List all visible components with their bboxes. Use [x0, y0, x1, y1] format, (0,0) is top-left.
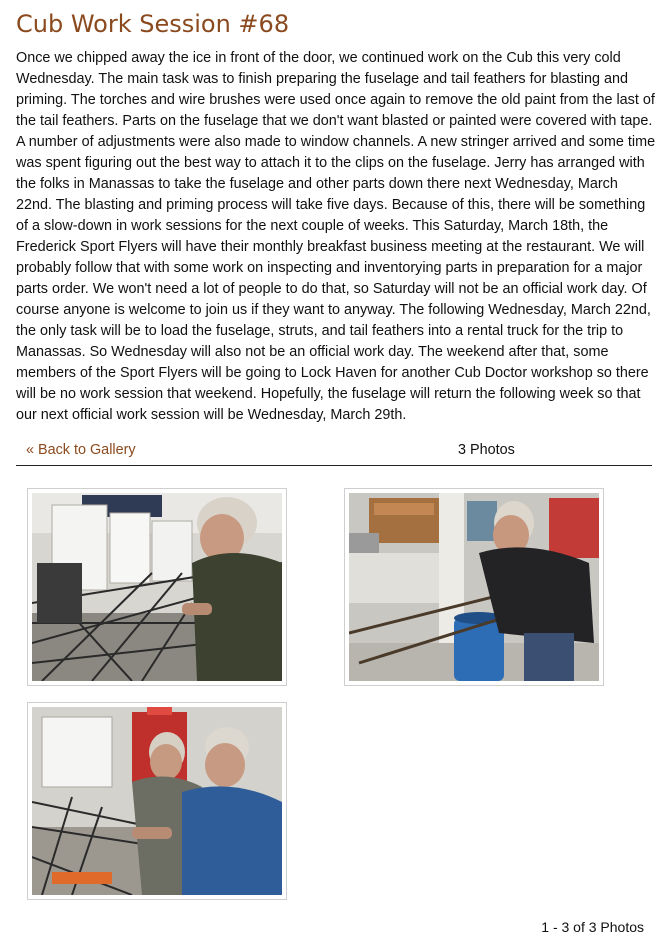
photo-3-image [32, 707, 282, 895]
pagination-label: 1 - 3 of 3 Photos [541, 919, 644, 935]
photo-thumbnail-3[interactable] [27, 702, 287, 900]
gallery-nav [16, 440, 652, 466]
page-title: Cub Work Session #68 [16, 10, 290, 38]
photo-2-image [349, 493, 599, 681]
photo-thumbnail-1[interactable] [27, 488, 287, 686]
session-description: Once we chipped away the ice in front of the door, we continued work on the Cub this very cold Wednesday. The main task was to finish preparing the fuselage and tail feathers for blasting and priming. The torches and wire brushes were used once again to remove the old paint from the last of the tail feathers. Parts on the fuselage that we don't want blasted or painted were covered with tape. A number of adjustments were also made to window channels. A new stringer arrived and some time was spent figuring out the best way to attach it to the clips on the fuselage. Jerry has arranged with the folks in Manassas to take the fuselage and other parts down there next Wednesday, March 22nd. The blasting and priming process will take five days. Because of this, there will be something of a slow-down in work sessions for the next couple of weeks. This Saturday, March 18th, the Frederick Sport Flyers will have their monthly breakfast business meeting at the restaurant. We will probably follow that with some work on inspecting and inventorying parts in preparation for a major parts order. We won't need a lot of people to do that, so Saturday will not be an official work day. Of course anyone is welcome to join us if they want to anyway. The following Wednesday, March 22nd, the only task will be to load the fuselage, struts, and tail feathers into a rental truck for the trip to Manassas. So Wednesday will also not be an official work day. The weekend after that, some members of the Sport Flyers will be going to Lock Haven for another Cub Doctor workshop so there will be no work session that weekend. Hopefully, the fuselage will return the following week so that our next official work session will be Wednesday, March 29th. [16, 50, 656, 423]
photo-count: 3 Photos [458, 442, 515, 458]
photo-1-image [32, 493, 282, 681]
photo-thumbnail-2[interactable] [344, 488, 604, 686]
back-to-gallery-link[interactable]: « Back to Gallery [26, 442, 136, 458]
